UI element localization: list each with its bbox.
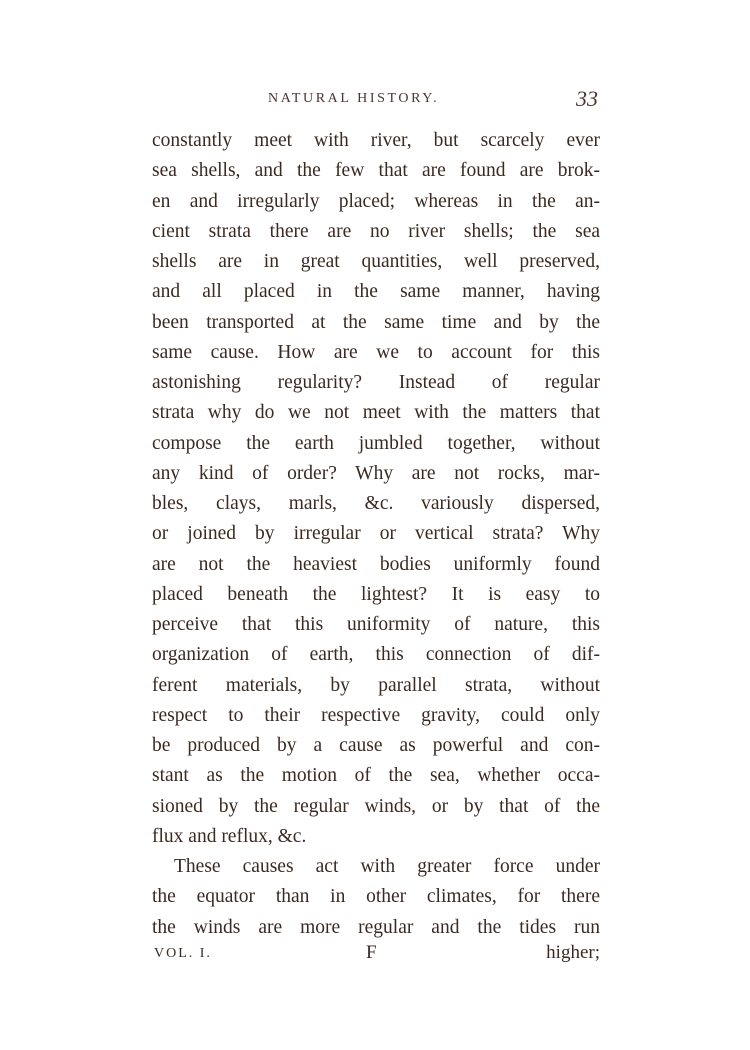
text-line: stant as the motion of the sea, whether occa-	[152, 765, 600, 787]
text-line: strata why do we not meet with the matters that	[152, 402, 600, 424]
text-line: and all placed in the same manner, having	[152, 281, 600, 303]
text-line: cient strata there are no river shells; the sea	[152, 220, 600, 242]
text-line: perceive that this uniformity of nature, this	[152, 614, 600, 635]
text-line: the equator than in other climates, for there	[152, 886, 600, 908]
text-line: sea shells, and the few that are found are brok-	[152, 160, 600, 182]
signature-line	[152, 942, 600, 968]
text-line: any kind of order? Why are not rocks, mar-	[152, 462, 600, 484]
text-line: the winds are more regular and the tides run	[152, 916, 600, 938]
text-line: or joined by irregular or vertical strata? Why	[152, 523, 600, 545]
signature-mark: F	[366, 942, 377, 963]
text-line: be produced by a cause as powerful and con-	[152, 735, 600, 756]
text-line: organization of earth, this connection of dif-	[152, 644, 600, 666]
text-line: shells are in great quantities, well preserved,	[152, 251, 600, 272]
text-line: constantly meet with river, but scarcely ever	[152, 130, 600, 151]
text-line: same cause. How are we to account for this	[152, 341, 600, 363]
paragraph-start-line: These causes act with greater force under	[174, 856, 600, 877]
text-line: compose the earth jumbled together, without	[152, 432, 600, 454]
page-number: 33	[576, 86, 598, 111]
text-line: astonishing regularity? Instead of regular	[152, 372, 600, 393]
volume-mark: VOL. I.	[154, 946, 212, 961]
text-line: been transported at the same time and by the	[152, 311, 600, 333]
text-line: respect to their respective gravity, could only	[152, 704, 600, 726]
text-line: bles, clays, marls, &c. variously dispersed,	[152, 493, 600, 514]
text-line: en and irregularly placed; whereas in the an-	[152, 190, 600, 212]
running-title: NATURAL HISTORY.	[268, 91, 440, 106]
paragraph-end-line: flux and reflux, &c.	[152, 825, 307, 847]
running-head	[150, 86, 600, 116]
text-line: sioned by the regular winds, or by that of the	[152, 795, 600, 817]
text-line: are not the heaviest bodies uniformly found	[152, 553, 600, 575]
text-line: placed beneath the lightest? It is easy to	[152, 583, 600, 605]
body-text	[152, 126, 600, 943]
catchword: higher;	[546, 942, 600, 963]
text-line: ferent materials, by parallel strata, without	[152, 674, 600, 696]
